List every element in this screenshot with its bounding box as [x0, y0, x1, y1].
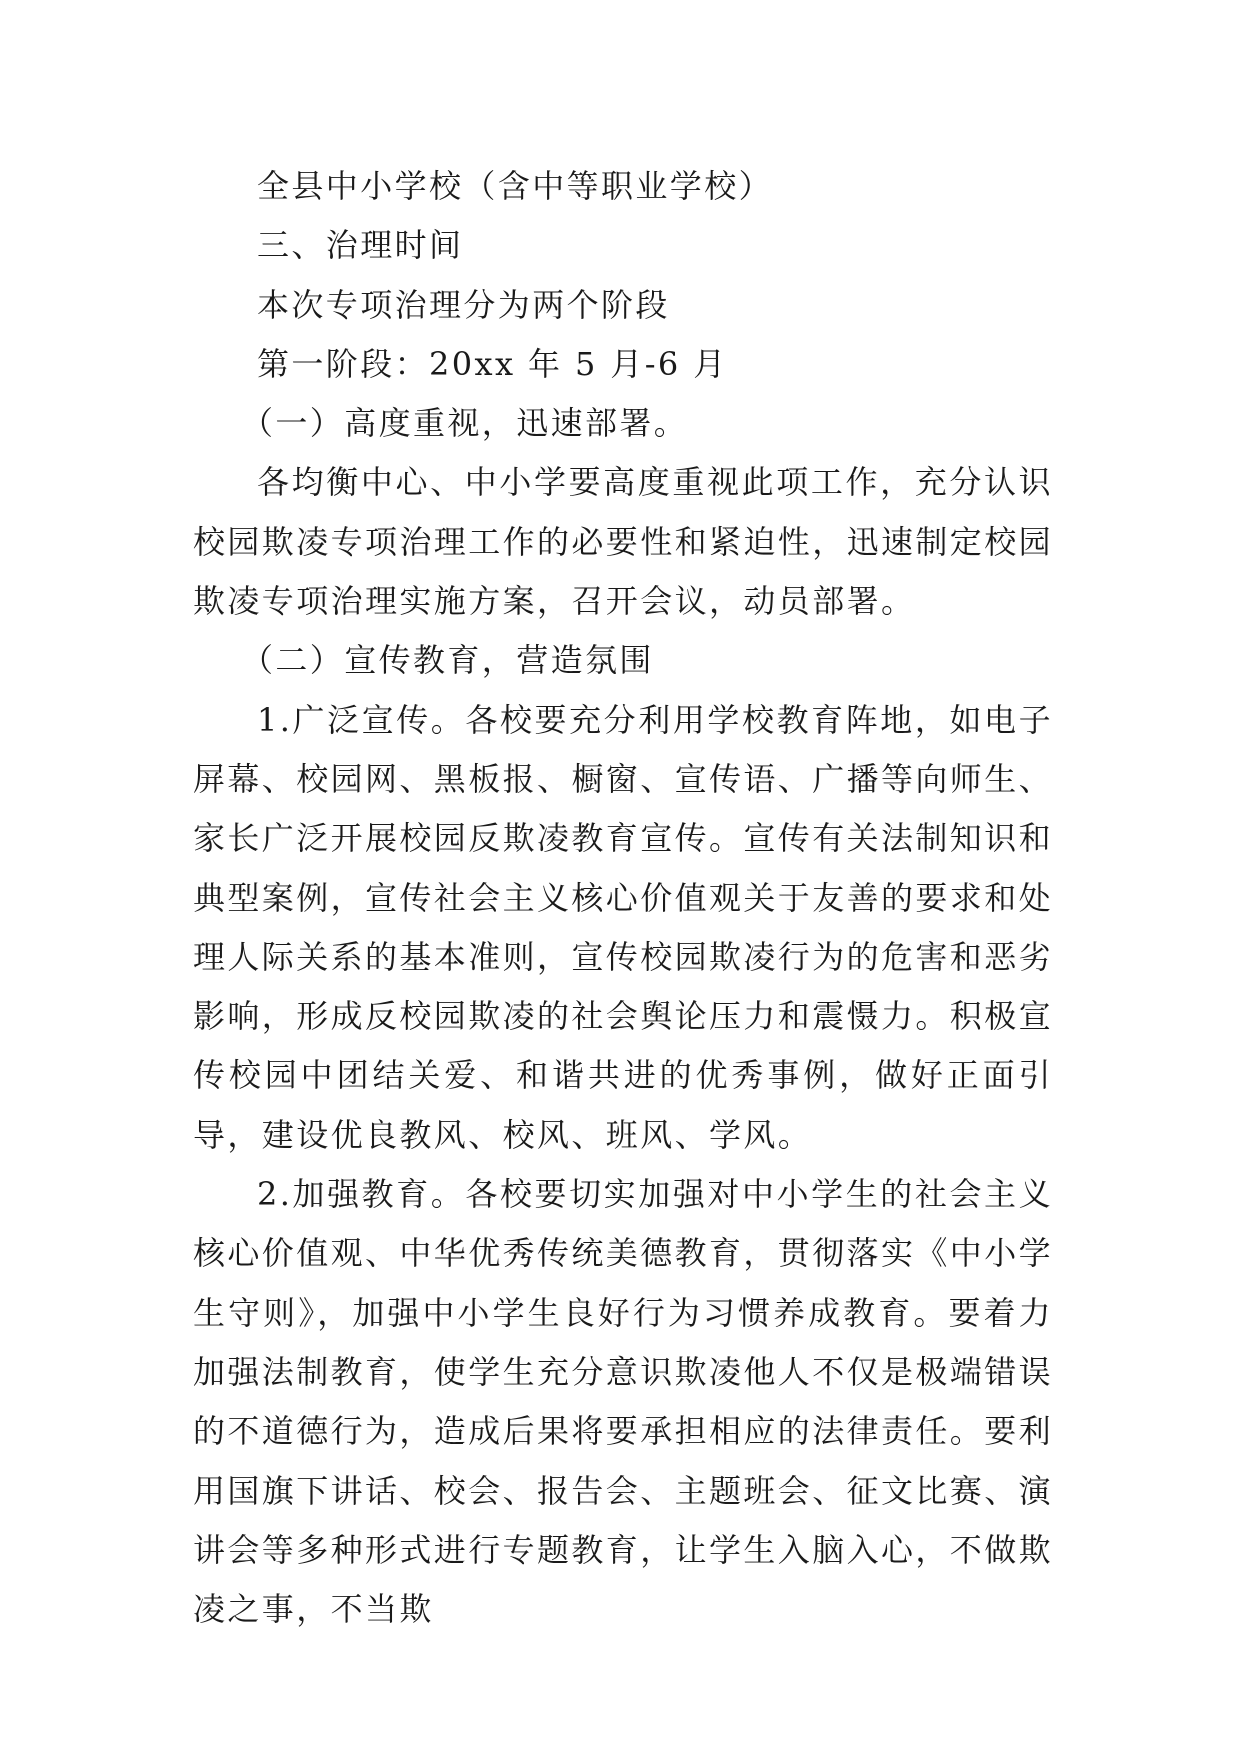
education-paragraph: 2.加强教育。各校要切实加强对中小学生的社会主义核心价值观、中华优秀传统美德教育，贯彻落实《中小学生守则》，加强中小学生良好行为习惯养成教育。要着力加强法制教育，使学生充分意识欺凌他人不仅是极端错误的不道德行为，造成后果将要承担相应的法律责任。要利用国旗下讲话、校会、报告会、主题班会、征文比赛、演讲会等多种形式进行专题教育，让学生入脑入心，不做欺凌之事，不当欺	[193, 1175, 1054, 1629]
section-heading-time: 三、治理时间	[257, 226, 464, 265]
document-body	[193, 157, 1053, 1639]
subsection-heading-2: （二）宣传教育，营造氛围	[241, 641, 654, 680]
scope-paragraph: 全县中小学校（含中等职业学校）	[257, 167, 774, 205]
phases-paragraph: 本次专项治理分为两个阶段	[257, 285, 670, 324]
subsection-heading-1: （一）高度重视，迅速部署。	[241, 404, 689, 443]
deployment-paragraph: 各均衡中心、中小学要高度重视此项工作，充分认识校园欺凌专项治理工作的必要性和紧迫性，迅速制定校园欺凌专项治理实施方案，召开会议，动员部署。	[193, 463, 1054, 621]
phase-one-heading: 第一阶段：20xx 年 5 月-6 月	[257, 344, 728, 383]
publicity-paragraph: 1.广泛宣传。各校要充分利用学校教育阵地，如电子屏幕、校园网、黑板报、橱窗、宣传语、广播等向师生、家长广泛开展校园反欺凌教育宣传。宣传有关法制知识和典型案例，宣传社会主义核心价值观关于友善的要求和处理人际关系的基本准则，宣传校园欺凌行为的危害和恶劣影响，形成反校园欺凌的社会舆论压力和震慑力。积极宣传校园中团结关爱、和谐共进的优秀事例，做好正面引导，建设优良教风、校风、班风、学风。	[193, 700, 1054, 1154]
